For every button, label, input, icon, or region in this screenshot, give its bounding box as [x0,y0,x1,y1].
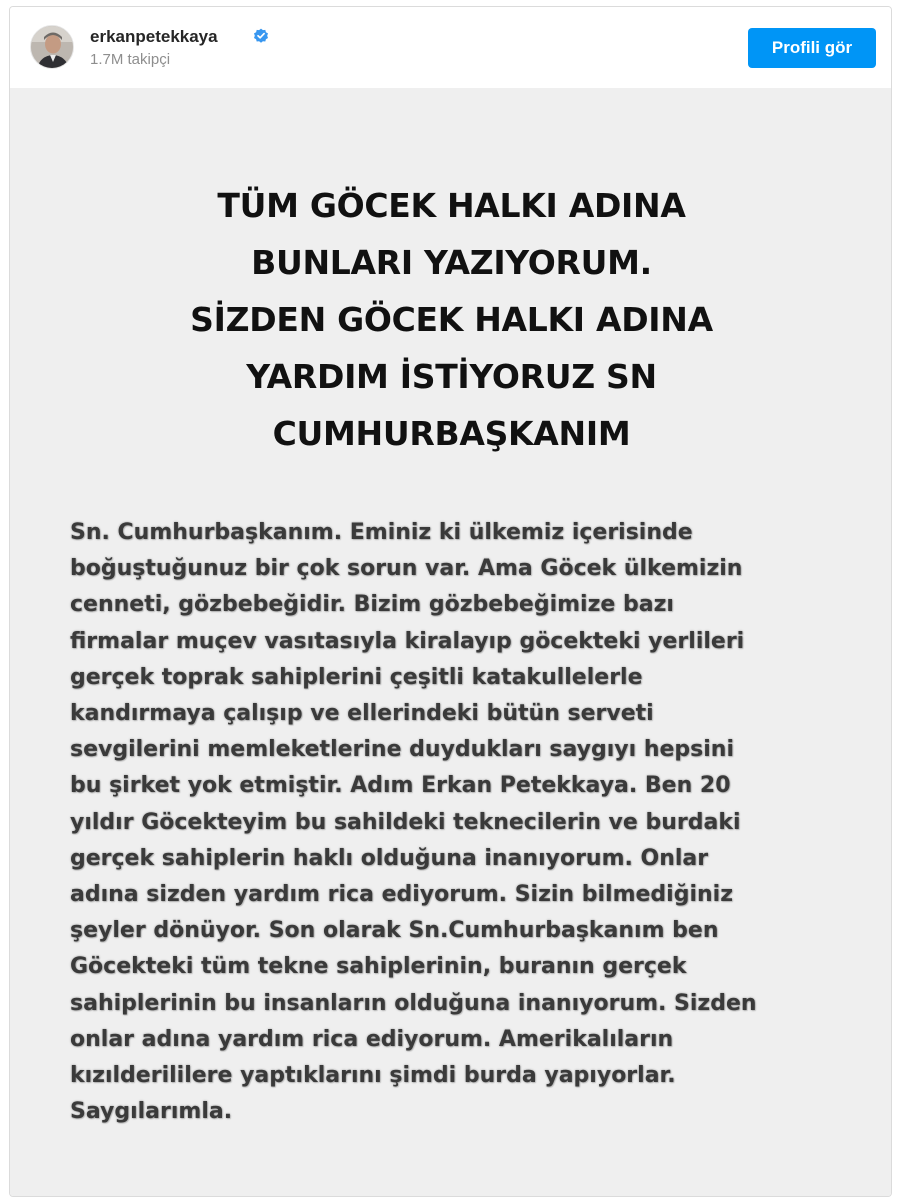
title-line: CUMHURBAŞKANIM [272,414,631,453]
body-line: onlar adına yardım rica ediyorum. Amerikalıların [70,1026,674,1052]
post-header [10,7,891,89]
body-line: Saygılarımla. [70,1099,233,1125]
body-line: cenneti, gözbebeğidir. Bizim gözbebeğimize bazı [70,592,674,618]
username[interactable]: erkanpetekkaya [90,27,218,46]
body-line: şeyler dönüyor. Son olarak Sn.Cumhurbaşkanım ben [70,918,719,944]
avatar[interactable] [30,25,74,69]
body-line: firmalar muçev vasıtasıyla kiralayıp göcekteki yerlileri [70,628,745,654]
avatar-photo [31,26,74,69]
title-line: YARDIM İSTİYORUZ SN [246,357,657,396]
body-line: Sn. Cumhurbaşkanım. Eminiz ki ülkemiz içerisinde [70,520,693,545]
body-line: boğuştuğunuz bir çok sorun var. Ama Göcek ülkemizin [70,556,743,582]
body-line: kızılderililere yaptıklarını şimdi burda yapıyorlar. [70,1063,676,1089]
instagram-embed-card [9,6,892,1197]
title-line: SİZDEN GÖCEK HALKI ADINA [190,300,713,339]
title-line: TÜM GÖCEK HALKI ADINA [217,186,686,225]
body-line: sahiplerinin bu insanların olduğuna inanıyorum. Sizden [70,990,757,1016]
body-line: adına sizden yardım rica ediyorum. Sizin bilmediğiniz [70,882,734,908]
body-line: gerçek sahiplerin haklı olduğuna inanıyorum. Onlar [70,845,709,871]
follower-count: 1.7M takipçi [90,51,171,68]
body-line: kandırmaya çalışıp ve ellerindeki bütün serveti [70,701,654,727]
post-image[interactable] [10,89,891,1197]
body-line: gerçek toprak sahiplerini çeşitli katakullelerle [70,664,643,690]
body-line: sevgilerini memleketlerine duydukları saygıyı hepsini [70,737,734,763]
view-profile-button[interactable]: Profili gör [748,28,876,68]
post-title [50,177,853,462]
title-line: BUNLARI YAZIYORUM. [251,243,652,282]
body-line: yıldır Göcekteyim bu sahildeki teknecilerin ve burdaki [70,809,741,835]
body-line: bu şirket yok etmiştir. Adım Erkan Petekkaya. Ben 20 [70,773,731,799]
verified-badge-icon [253,28,269,44]
body-line: Göcekteki tüm tekne sahiplerinin, buranın gerçek [70,954,687,980]
post-body-text [70,515,850,1130]
